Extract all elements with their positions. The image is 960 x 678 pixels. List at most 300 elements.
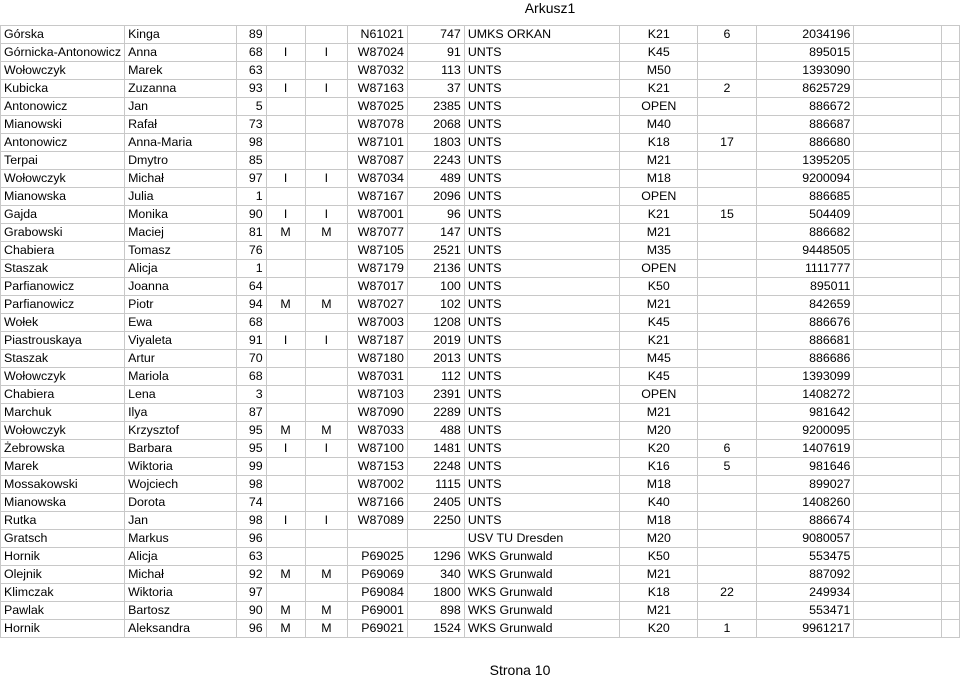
cell-chip[interactable]: 113 [407,62,464,80]
cell-licence[interactable]: W87003 [348,314,408,332]
cell-licence[interactable]: W87153 [348,458,408,476]
cell-surname[interactable]: Chabiera [1,242,125,260]
cell-empty[interactable] [942,512,960,530]
cell-id[interactable]: 886672 [756,98,854,116]
cell-licence[interactable]: W87033 [348,422,408,440]
cell-category[interactable]: K18 [620,584,698,602]
cell-licence[interactable]: W87089 [348,512,408,530]
cell-empty[interactable] [854,98,942,116]
cell-number[interactable]: 95 [237,440,267,458]
cell-club[interactable]: UNTS [464,134,619,152]
cell-chip[interactable]: 2243 [407,152,464,170]
cell-category[interactable]: M50 [620,62,698,80]
cell-empty[interactable] [854,350,942,368]
cell-place[interactable] [698,62,756,80]
cell-surname[interactable]: Piastrouskaya [1,332,125,350]
cell-licence[interactable] [348,530,408,548]
cell-category[interactable]: M45 [620,350,698,368]
cell-licence[interactable]: W87105 [348,242,408,260]
cell-id[interactable]: 886676 [756,314,854,332]
cell-class-b[interactable] [305,494,348,512]
cell-empty[interactable] [854,584,942,602]
cell-chip[interactable]: 147 [407,224,464,242]
cell-class-b[interactable] [305,458,348,476]
cell-class-b[interactable] [305,188,348,206]
cell-place[interactable]: 2 [698,80,756,98]
cell-first-name[interactable]: Jan [125,512,237,530]
cell-club[interactable]: UNTS [464,458,619,476]
cell-empty[interactable] [942,332,960,350]
cell-licence[interactable]: W87077 [348,224,408,242]
cell-class-b[interactable] [305,152,348,170]
cell-category[interactable]: K21 [620,332,698,350]
cell-chip[interactable]: 1800 [407,584,464,602]
cell-category[interactable]: K21 [620,80,698,98]
cell-empty[interactable] [854,242,942,260]
cell-chip[interactable]: 747 [407,26,464,44]
cell-class-a[interactable] [266,98,305,116]
cell-chip[interactable]: 898 [407,602,464,620]
cell-class-b[interactable]: I [305,80,348,98]
cell-licence[interactable]: W87027 [348,296,408,314]
cell-number[interactable]: 89 [237,26,267,44]
cell-id[interactable]: 895011 [756,278,854,296]
cell-empty[interactable] [942,44,960,62]
cell-empty[interactable] [854,206,942,224]
cell-chip[interactable]: 100 [407,278,464,296]
cell-empty[interactable] [942,350,960,368]
cell-category[interactable]: M18 [620,476,698,494]
cell-surname[interactable]: Wołowczyk [1,368,125,386]
cell-empty[interactable] [942,494,960,512]
cell-empty[interactable] [942,134,960,152]
cell-first-name[interactable]: Ilya [125,404,237,422]
cell-class-a[interactable]: I [266,440,305,458]
cell-chip[interactable]: 2250 [407,512,464,530]
cell-category[interactable]: K40 [620,494,698,512]
cell-first-name[interactable]: Tomasz [125,242,237,260]
cell-surname[interactable]: Parfianowicz [1,278,125,296]
cell-place[interactable] [698,170,756,188]
cell-number[interactable]: 96 [237,530,267,548]
cell-licence[interactable]: W87167 [348,188,408,206]
cell-chip[interactable]: 2405 [407,494,464,512]
cell-surname[interactable]: Terpai [1,152,125,170]
cell-number[interactable]: 98 [237,134,267,152]
cell-place[interactable]: 1 [698,620,756,638]
cell-club[interactable]: UNTS [464,206,619,224]
cell-number[interactable]: 93 [237,80,267,98]
cell-place[interactable] [698,98,756,116]
cell-empty[interactable] [854,80,942,98]
cell-empty[interactable] [854,278,942,296]
cell-chip[interactable]: 1803 [407,134,464,152]
cell-empty[interactable] [942,602,960,620]
cell-club[interactable]: UNTS [464,350,619,368]
cell-place[interactable] [698,152,756,170]
cell-place[interactable] [698,548,756,566]
cell-class-a[interactable] [266,152,305,170]
cell-chip[interactable]: 91 [407,44,464,62]
cell-class-b[interactable] [305,134,348,152]
cell-licence[interactable]: P69069 [348,566,408,584]
cell-empty[interactable] [942,314,960,332]
cell-id[interactable]: 1407619 [756,440,854,458]
cell-empty[interactable] [942,404,960,422]
cell-category[interactable]: K21 [620,206,698,224]
cell-place[interactable]: 17 [698,134,756,152]
cell-class-a[interactable]: I [266,512,305,530]
cell-class-b[interactable]: I [305,170,348,188]
cell-number[interactable]: 76 [237,242,267,260]
cell-id[interactable]: 886682 [756,224,854,242]
cell-club[interactable]: WKS Grunwald [464,620,619,638]
cell-class-a[interactable] [266,134,305,152]
cell-licence[interactable]: W87025 [348,98,408,116]
cell-first-name[interactable]: Viyaleta [125,332,237,350]
cell-empty[interactable] [854,116,942,134]
cell-empty[interactable] [942,62,960,80]
cell-club[interactable]: UNTS [464,278,619,296]
cell-surname[interactable]: Marek [1,458,125,476]
cell-chip[interactable]: 102 [407,296,464,314]
cell-first-name[interactable]: Dmytro [125,152,237,170]
cell-first-name[interactable]: Lena [125,386,237,404]
cell-category[interactable]: M18 [620,170,698,188]
cell-empty[interactable] [854,440,942,458]
cell-place[interactable]: 15 [698,206,756,224]
cell-class-b[interactable] [305,584,348,602]
cell-number[interactable]: 95 [237,422,267,440]
cell-first-name[interactable]: Alicja [125,548,237,566]
cell-number[interactable]: 91 [237,332,267,350]
cell-licence[interactable]: W87101 [348,134,408,152]
cell-class-a[interactable] [266,548,305,566]
cell-licence[interactable]: W87032 [348,62,408,80]
cell-chip[interactable]: 2096 [407,188,464,206]
cell-first-name[interactable]: Rafał [125,116,237,134]
cell-class-a[interactable]: I [266,170,305,188]
cell-number[interactable]: 73 [237,116,267,134]
cell-chip[interactable]: 2289 [407,404,464,422]
cell-surname[interactable]: Wołowczyk [1,62,125,80]
cell-class-a[interactable] [266,242,305,260]
cell-class-b[interactable] [305,62,348,80]
cell-empty[interactable] [942,206,960,224]
cell-empty[interactable] [854,620,942,638]
cell-surname[interactable]: Marchuk [1,404,125,422]
cell-surname[interactable]: Wołek [1,314,125,332]
cell-club[interactable]: USV TU Dresden [464,530,619,548]
cell-chip[interactable]: 1481 [407,440,464,458]
cell-licence[interactable]: W87017 [348,278,408,296]
cell-number[interactable]: 90 [237,602,267,620]
cell-surname[interactable]: Mianowska [1,494,125,512]
cell-number[interactable]: 64 [237,278,267,296]
cell-first-name[interactable]: Zuzanna [125,80,237,98]
cell-empty[interactable] [942,80,960,98]
cell-first-name[interactable]: Maciej [125,224,237,242]
cell-empty[interactable] [854,188,942,206]
cell-number[interactable]: 85 [237,152,267,170]
cell-empty[interactable] [854,458,942,476]
cell-place[interactable] [698,422,756,440]
cell-chip[interactable]: 2019 [407,332,464,350]
cell-class-a[interactable] [266,260,305,278]
cell-number[interactable]: 70 [237,350,267,368]
cell-place[interactable] [698,278,756,296]
cell-place[interactable] [698,476,756,494]
cell-category[interactable]: OPEN [620,188,698,206]
cell-id[interactable]: 895015 [756,44,854,62]
cell-licence[interactable]: W87179 [348,260,408,278]
cell-chip[interactable]: 2136 [407,260,464,278]
cell-class-b[interactable]: M [305,566,348,584]
cell-class-a[interactable] [266,26,305,44]
cell-surname[interactable]: Górnicka-Antonowicz [1,44,125,62]
cell-licence[interactable]: W87034 [348,170,408,188]
cell-class-a[interactable]: M [266,566,305,584]
cell-category[interactable]: K20 [620,620,698,638]
cell-licence[interactable]: W87002 [348,476,408,494]
cell-club[interactable]: UNTS [464,422,619,440]
cell-category[interactable]: K45 [620,314,698,332]
cell-chip[interactable]: 1115 [407,476,464,494]
cell-class-a[interactable]: M [266,620,305,638]
cell-empty[interactable] [854,314,942,332]
cell-class-a[interactable] [266,314,305,332]
cell-club[interactable]: UNTS [464,404,619,422]
cell-empty[interactable] [942,584,960,602]
cell-class-a[interactable] [266,278,305,296]
cell-number[interactable]: 3 [237,386,267,404]
cell-empty[interactable] [854,332,942,350]
cell-category[interactable]: M21 [620,152,698,170]
cell-class-a[interactable] [266,476,305,494]
cell-category[interactable]: K45 [620,44,698,62]
cell-place[interactable] [698,332,756,350]
cell-class-b[interactable]: I [305,332,348,350]
cell-place[interactable] [698,404,756,422]
cell-licence[interactable]: W87031 [348,368,408,386]
cell-club[interactable]: UMKS ORKAN [464,26,619,44]
cell-place[interactable] [698,116,756,134]
cell-chip[interactable]: 2068 [407,116,464,134]
cell-class-b[interactable] [305,548,348,566]
cell-id[interactable]: 1408272 [756,386,854,404]
cell-category[interactable]: K50 [620,548,698,566]
cell-id[interactable]: 553471 [756,602,854,620]
cell-empty[interactable] [854,530,942,548]
cell-category[interactable]: OPEN [620,260,698,278]
cell-place[interactable] [698,386,756,404]
cell-place[interactable] [698,188,756,206]
cell-id[interactable]: 899027 [756,476,854,494]
cell-class-a[interactable]: I [266,332,305,350]
cell-class-b[interactable] [305,404,348,422]
cell-chip[interactable]: 2248 [407,458,464,476]
cell-empty[interactable] [942,224,960,242]
cell-id[interactable]: 1393099 [756,368,854,386]
cell-club[interactable]: UNTS [464,170,619,188]
cell-place[interactable] [698,494,756,512]
cell-category[interactable]: M20 [620,530,698,548]
cell-empty[interactable] [854,602,942,620]
cell-class-a[interactable]: M [266,296,305,314]
cell-surname[interactable]: Kubicka [1,80,125,98]
cell-class-b[interactable]: I [305,512,348,530]
cell-empty[interactable] [942,116,960,134]
cell-surname[interactable]: Górska [1,26,125,44]
cell-class-a[interactable] [266,368,305,386]
cell-place[interactable] [698,566,756,584]
cell-number[interactable]: 1 [237,260,267,278]
cell-id[interactable]: 886680 [756,134,854,152]
cell-surname[interactable]: Hornik [1,620,125,638]
cell-first-name[interactable]: Mariola [125,368,237,386]
cell-empty[interactable] [854,44,942,62]
cell-number[interactable]: 81 [237,224,267,242]
cell-empty[interactable] [942,530,960,548]
cell-id[interactable]: 1408260 [756,494,854,512]
cell-class-a[interactable] [266,458,305,476]
cell-number[interactable]: 63 [237,548,267,566]
cell-empty[interactable] [854,170,942,188]
cell-class-b[interactable] [305,350,348,368]
cell-class-a[interactable]: M [266,602,305,620]
cell-empty[interactable] [942,188,960,206]
cell-first-name[interactable]: Bartosz [125,602,237,620]
cell-class-b[interactable] [305,314,348,332]
cell-first-name[interactable]: Wojciech [125,476,237,494]
cell-empty[interactable] [942,26,960,44]
cell-class-b[interactable] [305,116,348,134]
cell-first-name[interactable]: Barbara [125,440,237,458]
cell-chip[interactable]: 489 [407,170,464,188]
cell-place[interactable] [698,44,756,62]
cell-class-b[interactable]: M [305,602,348,620]
cell-id[interactable]: 1111777 [756,260,854,278]
cell-id[interactable]: 886686 [756,350,854,368]
cell-category[interactable]: K21 [620,26,698,44]
cell-first-name[interactable]: Artur [125,350,237,368]
cell-chip[interactable]: 1296 [407,548,464,566]
cell-empty[interactable] [942,278,960,296]
cell-class-a[interactable]: I [266,206,305,224]
cell-class-a[interactable] [266,188,305,206]
cell-id[interactable]: 553475 [756,548,854,566]
cell-first-name[interactable]: Marek [125,62,237,80]
cell-club[interactable]: UNTS [464,512,619,530]
cell-empty[interactable] [942,422,960,440]
cell-empty[interactable] [854,512,942,530]
cell-number[interactable]: 97 [237,170,267,188]
cell-number[interactable]: 97 [237,584,267,602]
cell-number[interactable]: 74 [237,494,267,512]
cell-chip[interactable]: 112 [407,368,464,386]
cell-chip[interactable]: 2521 [407,242,464,260]
cell-number[interactable]: 98 [237,476,267,494]
cell-surname[interactable]: Mossakowski [1,476,125,494]
cell-id[interactable]: 887092 [756,566,854,584]
cell-id[interactable]: 886681 [756,332,854,350]
cell-category[interactable]: M35 [620,242,698,260]
cell-class-b[interactable] [305,530,348,548]
cell-id[interactable]: 9200094 [756,170,854,188]
cell-club[interactable]: UNTS [464,476,619,494]
cell-first-name[interactable]: Julia [125,188,237,206]
cell-licence[interactable]: W87180 [348,350,408,368]
cell-class-b[interactable] [305,242,348,260]
cell-category[interactable]: M21 [620,566,698,584]
cell-club[interactable]: UNTS [464,188,619,206]
cell-empty[interactable] [942,620,960,638]
cell-first-name[interactable]: Markus [125,530,237,548]
cell-class-a[interactable]: M [266,224,305,242]
cell-category[interactable]: M21 [620,224,698,242]
cell-id[interactable]: 9080057 [756,530,854,548]
cell-first-name[interactable]: Jan [125,98,237,116]
cell-surname[interactable]: Grabowski [1,224,125,242]
cell-id[interactable]: 2034196 [756,26,854,44]
cell-surname[interactable]: Staszak [1,260,125,278]
cell-surname[interactable]: Staszak [1,350,125,368]
cell-first-name[interactable]: Dorota [125,494,237,512]
cell-number[interactable]: 92 [237,566,267,584]
cell-class-a[interactable]: M [266,422,305,440]
cell-class-b[interactable] [305,278,348,296]
cell-category[interactable]: OPEN [620,386,698,404]
cell-club[interactable]: UNTS [464,116,619,134]
cell-surname[interactable]: Mianowska [1,188,125,206]
cell-class-a[interactable] [266,116,305,134]
cell-class-a[interactable] [266,584,305,602]
cell-surname[interactable]: Wołowczyk [1,170,125,188]
cell-surname[interactable]: Parfianowicz [1,296,125,314]
cell-club[interactable]: WKS Grunwald [464,566,619,584]
cell-club[interactable]: UNTS [464,332,619,350]
cell-first-name[interactable]: Anna-Maria [125,134,237,152]
cell-licence[interactable]: W87024 [348,44,408,62]
cell-licence[interactable]: P69084 [348,584,408,602]
cell-chip[interactable]: 2391 [407,386,464,404]
cell-number[interactable]: 98 [237,512,267,530]
cell-class-b[interactable]: I [305,206,348,224]
cell-class-b[interactable]: M [305,296,348,314]
cell-class-a[interactable] [266,386,305,404]
cell-surname[interactable]: Gajda [1,206,125,224]
cell-empty[interactable] [854,548,942,566]
cell-place[interactable] [698,296,756,314]
cell-empty[interactable] [942,242,960,260]
cell-surname[interactable]: Żebrowska [1,440,125,458]
cell-place[interactable] [698,512,756,530]
cell-first-name[interactable]: Kinga [125,26,237,44]
cell-club[interactable]: UNTS [464,152,619,170]
cell-place[interactable] [698,314,756,332]
cell-empty[interactable] [854,296,942,314]
cell-empty[interactable] [942,458,960,476]
cell-club[interactable]: UNTS [464,62,619,80]
cell-licence[interactable]: W87087 [348,152,408,170]
cell-place[interactable] [698,242,756,260]
cell-licence[interactable]: P69021 [348,620,408,638]
cell-class-a[interactable] [266,494,305,512]
cell-empty[interactable] [942,566,960,584]
cell-club[interactable]: UNTS [464,98,619,116]
cell-licence[interactable]: P69001 [348,602,408,620]
cell-number[interactable]: 68 [237,368,267,386]
